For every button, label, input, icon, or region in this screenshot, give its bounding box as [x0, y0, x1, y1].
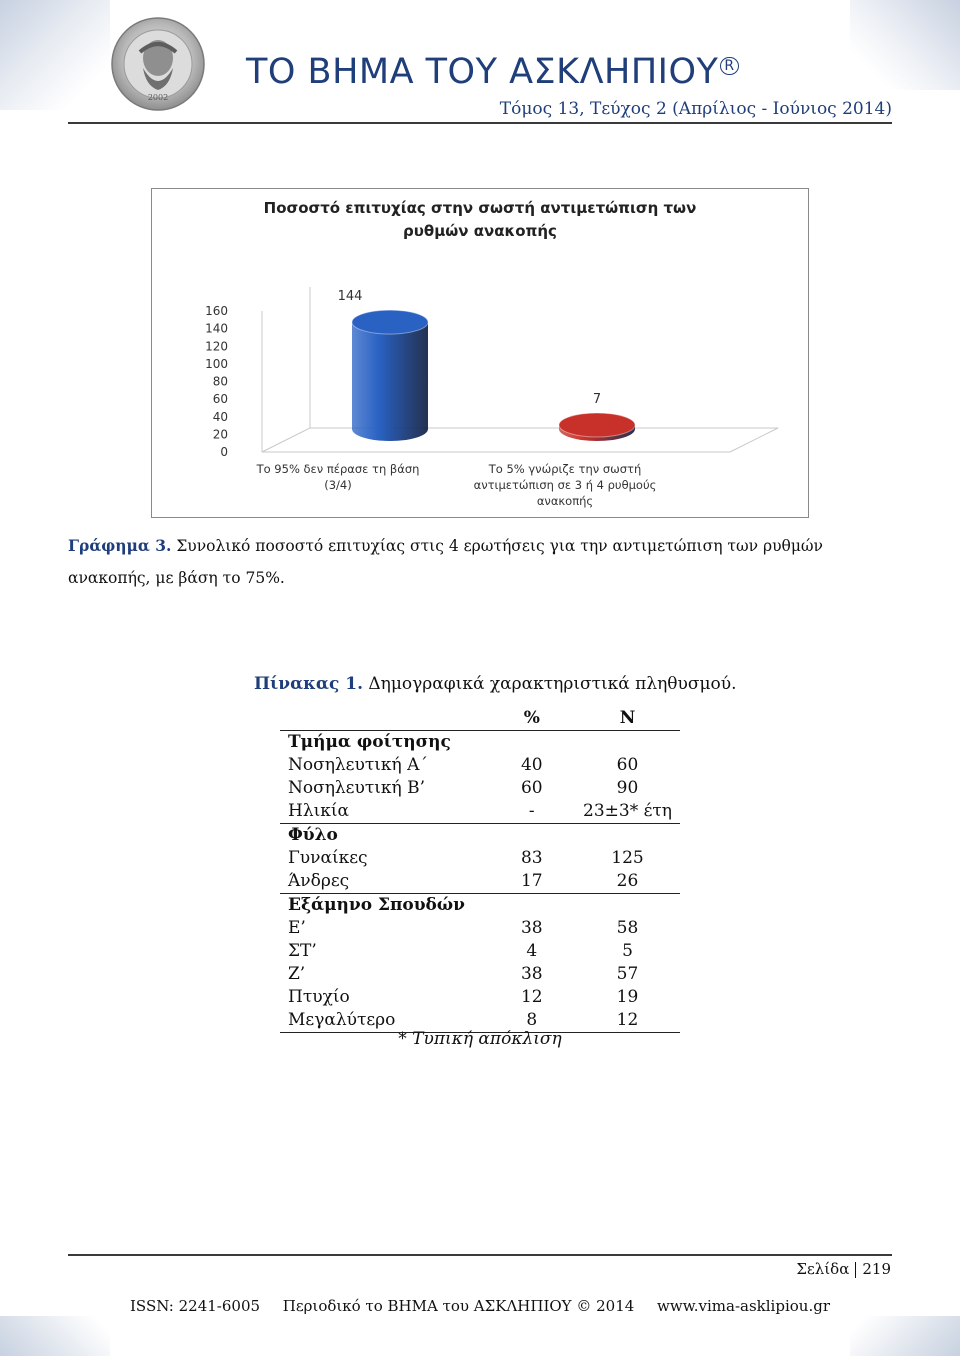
table-row [280, 894, 680, 918]
table-header-cell: % [489, 707, 575, 731]
page-number: Σελίδα 219 [796, 1260, 891, 1278]
category-label: αντιμετώπιση σε 3 ή 4 ρυθμούς [473, 478, 657, 492]
chart-floor [262, 428, 778, 452]
data-label: 7 [592, 392, 602, 407]
table-cell: 26 [575, 870, 680, 894]
table-title [254, 674, 737, 694]
table-cell: Ηλικία [280, 800, 489, 824]
table-cell: Ε’ [288, 918, 306, 938]
chart-bar-top [352, 310, 428, 334]
table-cell: 83 [520, 848, 543, 868]
chart-figure [151, 188, 809, 518]
table-cell: - [489, 800, 575, 824]
caption-label: Γράφημα 3. [68, 536, 172, 555]
table-row [280, 940, 680, 963]
issn: ISSN: 2241-6005 [130, 1297, 261, 1315]
y-tick-label: 80 [212, 374, 228, 389]
table-cell: Πτυχίο [288, 987, 350, 1007]
table-row [280, 731, 680, 755]
y-tick-label: 120 [205, 339, 228, 354]
table-cell [575, 731, 680, 755]
y-tick-label: 0 [220, 445, 228, 459]
table-cell: 38 [520, 918, 543, 938]
table-cell: 17 [489, 870, 575, 894]
table-cell: Γυναίκες [288, 848, 368, 868]
table-cell: ΣΤ’ [288, 941, 317, 961]
chart-title-line: Ποσοστό επιτυχίας στην σωστή αντιμετώπιση των [263, 199, 697, 217]
table-cell: 12 [575, 1009, 680, 1033]
table-cell: 4 [526, 941, 538, 961]
table-cell: Τμήμα φοίτησης [288, 732, 451, 752]
table-cell: 60 [616, 755, 639, 775]
table-cell: 40 [520, 755, 543, 775]
chart-bar-top [559, 413, 635, 437]
table-cell: 58 [616, 918, 639, 938]
y-tick-label: 20 [212, 427, 228, 442]
table-cell: 125 [611, 848, 644, 868]
demographics-table [280, 707, 680, 1033]
chart-back-wall [262, 287, 310, 452]
table-cell: Άνδρες [280, 870, 489, 894]
journal-logo [110, 16, 206, 112]
footer [130, 1297, 830, 1315]
figure-caption [68, 530, 898, 594]
table-cell: Νοσηλευτική Β’ [288, 778, 425, 798]
category-label: Το 95% δεν πέρασε τη βάση [256, 462, 420, 476]
corner-decoration [850, 0, 960, 90]
table-row [280, 847, 680, 870]
data-label: 144 [337, 289, 363, 305]
category-label: Το 5% γνώριζε την σωστή [488, 462, 642, 476]
table-row [280, 917, 680, 940]
table-cell: Νοσηλευτική Α΄ [288, 755, 428, 775]
table-cell: Φύλο [288, 825, 338, 845]
chart-bar [352, 322, 428, 441]
table-cell [489, 824, 575, 848]
table-cell: 60 [520, 778, 543, 798]
issue-info: Τόμος 13, Τεύχος 2 (Απρίλιος - Ιούνιος 2014) [499, 99, 892, 119]
footer-rule [68, 1254, 892, 1256]
registered-mark: R [720, 57, 738, 75]
corner-decoration [0, 0, 110, 110]
table-cell: 8 [489, 1009, 575, 1033]
table-row [280, 824, 680, 848]
corner-decoration [850, 1316, 960, 1356]
table-cell [489, 731, 575, 755]
table-cell: Εξάμηνο Σπουδών [288, 895, 465, 915]
table-footnote: * Τυπική απόκλιση [398, 1029, 562, 1049]
y-tick-label: 100 [205, 356, 228, 371]
y-tick-label: 60 [212, 392, 228, 407]
y-tick-label: 140 [205, 321, 228, 336]
category-label: (3/4) [324, 478, 352, 492]
corner-decoration [0, 1316, 110, 1356]
table-row [280, 986, 680, 1009]
table-row [280, 800, 680, 824]
table-label: Πίνακας 1. [254, 674, 363, 694]
svg-text:2002: 2002 [147, 93, 169, 102]
table-cell: 90 [616, 778, 639, 798]
publisher: Περιοδικό το ΒΗΜΑ του ΑΣΚΛΗΠΙΟΥ © 2014 [282, 1297, 635, 1315]
table-cell [575, 824, 680, 848]
table-cell [489, 894, 575, 918]
table-cell: Μεγαλύτερο [280, 1009, 489, 1033]
table-cell: 38 [520, 964, 543, 984]
table-row [280, 963, 680, 986]
website: www.vima-asklipiou.gr [657, 1297, 830, 1315]
table-row [280, 870, 680, 894]
table-cell [575, 894, 680, 918]
table-cell: 19 [616, 987, 639, 1007]
table-header-cell [280, 707, 489, 731]
y-tick-label: 160 [205, 304, 228, 318]
header-rule [68, 122, 892, 124]
caption-text: Συνολικό ποσοστό επιτυχίας στις 4 ερωτήσεις για την αντιμετώπιση των ρυθμών ανακοπής, με βάση το 75%. [68, 537, 823, 587]
table-cell: 5 [622, 941, 633, 961]
table-cell: 12 [520, 987, 543, 1007]
chart-title-line: ρυθμών ανακοπής [403, 222, 557, 240]
table-row [280, 754, 680, 777]
y-tick-label: 40 [212, 409, 228, 424]
chart-title [152, 197, 808, 243]
table-header-cell: Ν [575, 707, 680, 731]
journal-title: ΤΟ ΒΗΜΑ ΤΟΥ ΑΣΚΛΗΠΙΟΥ $^R$ [246, 52, 739, 92]
table-cell: 57 [616, 964, 639, 984]
table-header-row [280, 707, 680, 731]
table-title-text: Δημογραφικά χαρακτηριστικά πληθυσμού. [363, 674, 737, 694]
category-label: ανακοπής [536, 494, 594, 508]
table-cell: 23±3* έτη [575, 800, 680, 824]
table-cell: Ζ’ [288, 964, 306, 984]
table-row [280, 777, 680, 800]
